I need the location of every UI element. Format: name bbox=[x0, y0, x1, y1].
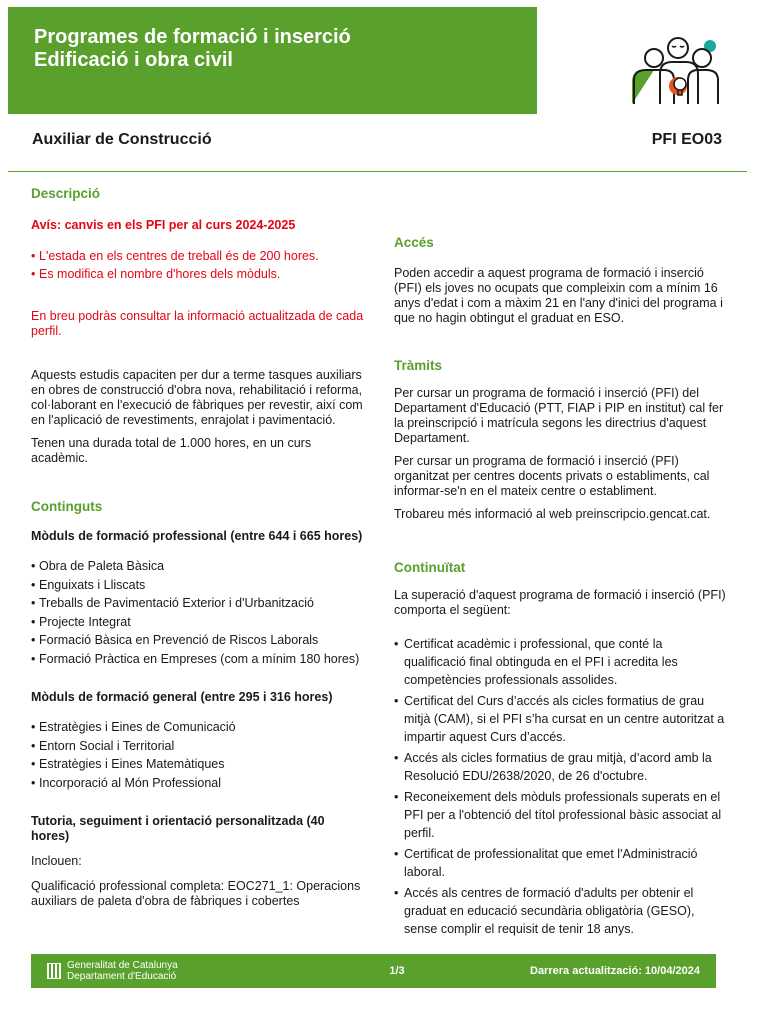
text-line: Per cursar un programa de formació i inserció (PFI) bbox=[394, 454, 679, 468]
text-line: Per cursar un programa de formació i inserció (PFI) del bbox=[394, 386, 699, 400]
gencat-logo bbox=[47, 960, 367, 982]
qualification-text bbox=[31, 879, 376, 909]
list-item bbox=[394, 884, 739, 938]
text-line: Aquests estudis capaciten per dur a terme tasques auxiliars bbox=[31, 368, 362, 382]
gencat-text bbox=[67, 960, 178, 982]
page-number: 1/3 bbox=[389, 965, 405, 977]
text-line: • Accés als centres de formació d'adults per obtenir el bbox=[404, 886, 694, 900]
inclouen-label: Inclouen: bbox=[31, 854, 82, 868]
text-line: sense complir el requisit de tenir 18 anys. bbox=[404, 922, 634, 936]
text-line: laboral. bbox=[404, 865, 445, 879]
section-title-continguts: Continguts bbox=[31, 499, 103, 514]
list-item: • Estratègies i Eines de Comunicació bbox=[31, 718, 376, 737]
text-line: Departament d'Educació (PTT, FIAP i PIP en institut) cal fer bbox=[394, 401, 724, 415]
text-line: En breu podràs consultar la informació actualitzada de cada bbox=[31, 309, 364, 323]
list-item bbox=[394, 788, 739, 842]
profile-name: Auxiliar de Construcció bbox=[32, 131, 212, 148]
list-item bbox=[394, 635, 739, 689]
list-item: • Estratègies i Eines Matemàtiques bbox=[31, 755, 376, 774]
text-line: PFI per a l'obtenció del títol professional bàsic associat al bbox=[404, 808, 722, 822]
text-line: col·laborant en l'execució de fàbriques per revestir, així com bbox=[31, 398, 363, 412]
text-line: la preinscripció i matrícula segons les directrius d'aquest bbox=[394, 416, 707, 430]
list-item bbox=[394, 749, 739, 785]
text-line: • Certificat de professionalitat que emet l'Administració bbox=[404, 847, 698, 861]
list-item: • Formació Bàsica en Prevenció de Riscos Laborals bbox=[31, 631, 376, 650]
acces-paragraph bbox=[394, 266, 739, 326]
text-line: La superació d'aquest programa de formació i inserció (PFI) bbox=[394, 588, 726, 602]
text-line: Tutoria, seguiment i orientació personalitzada (40 bbox=[31, 814, 325, 828]
text-line: en l'aplicació de revestiments, enrajolat i pavimentació. bbox=[31, 413, 336, 427]
continuitat-intro bbox=[394, 588, 739, 618]
gen-modules-heading: Mòduls de formació general (entre 295 i 316 hores) bbox=[31, 690, 333, 704]
duration-paragraph bbox=[31, 436, 376, 466]
list-item: • Projecte Integrat bbox=[31, 613, 376, 632]
department-name: Departament d'Educació bbox=[67, 971, 177, 982]
text-line: Resolució EDU/2638/2020, de 26 d'octubre. bbox=[404, 769, 648, 783]
text-line: • Reconeixement dels mòduls professionals superats en el bbox=[404, 790, 721, 804]
list-item bbox=[394, 845, 739, 881]
list-item: • Formació Pràctica en Empreses (com a mínim 180 hores) bbox=[31, 650, 376, 669]
tramits-paragraph-1 bbox=[394, 386, 739, 446]
text-line: competències professionals assolides. bbox=[404, 673, 618, 687]
text-line: Poden accedir a aquest programa de formació i inserció bbox=[394, 266, 704, 280]
list-item: • Entorn Social i Territorial bbox=[31, 737, 376, 756]
last-updated: Darrera actualització: 10/04/2024 bbox=[530, 965, 700, 977]
text-line: anys d'edat i com a màxim 21 en l'any d'inici del programa i bbox=[394, 296, 723, 310]
text-line: graduat en educació secundària obligatòria (GESO), bbox=[404, 904, 695, 918]
text-line: impartir aquest Curs d’accés. bbox=[404, 730, 566, 744]
text-line: (PFI) els joves no ocupats que compleixin com a mínim 16 bbox=[394, 281, 718, 295]
tutoria-heading bbox=[31, 814, 376, 844]
text-line: • Certificat del Curs d’accés als cicles formatius de grau bbox=[404, 694, 705, 708]
notice-note bbox=[31, 309, 376, 339]
tramits-paragraph-2 bbox=[394, 454, 739, 499]
tramits-paragraph-3: Trobareu més informació al web preinscripcio.gencat.cat. bbox=[394, 507, 711, 521]
list-item: • Enguixats i Lliscats bbox=[31, 576, 376, 595]
program-family: Edificació i obra civil bbox=[34, 49, 233, 71]
text-line: acadèmic. bbox=[31, 451, 88, 465]
text-line: Departament. bbox=[394, 431, 470, 445]
list-item: • Obra de Paleta Bàsica bbox=[31, 557, 376, 576]
list-item: • Es modifica el nombre d'hores dels mòduls. bbox=[31, 265, 376, 283]
footer-bar bbox=[31, 954, 716, 988]
text-line: en obres de construcció d'obra nova, rehabilitació i reforma, bbox=[31, 383, 363, 397]
gen-modules-list bbox=[31, 718, 376, 792]
list-item: • Treballs de Pavimentació Exterior i d'Urbanització bbox=[31, 594, 376, 613]
prof-modules-heading: Mòduls de formació professional (entre 644 i 665 hores) bbox=[31, 529, 363, 543]
text-line: perfil. bbox=[404, 826, 435, 840]
right-column bbox=[394, 235, 739, 941]
section-title-tramits: Tràmits bbox=[394, 358, 443, 373]
header-banner bbox=[8, 7, 537, 114]
section-title-acces: Accés bbox=[394, 235, 434, 250]
prof-modules-list bbox=[31, 557, 376, 668]
text-line: qualificació final obtinguda en el PFI i acredita les bbox=[404, 655, 678, 669]
notice-title: Avís: canvis en els PFI per al curs 2024-2025 bbox=[31, 218, 296, 232]
text-line: informar-se'n en el mateix centre o establiment. bbox=[394, 484, 657, 498]
text-line: Tenen una durada total de 1.000 hores, en un curs bbox=[31, 436, 312, 450]
continuitat-list bbox=[394, 635, 739, 938]
text-line: • Certificat acadèmic i professional, que conté la bbox=[404, 637, 663, 651]
text-line: Qualificació professional completa: EOC271_1: Operacions bbox=[31, 879, 361, 893]
text-line: comporta el següent: bbox=[394, 603, 511, 617]
description-paragraph bbox=[31, 368, 376, 428]
text-line: hores) bbox=[31, 829, 70, 843]
text-line: mitjà (CAM), si el PFI s’ha cursat en un centre autoritzat a bbox=[404, 712, 725, 726]
header-divider bbox=[8, 171, 747, 172]
notice-list bbox=[31, 247, 376, 283]
section-title-descripcio: Descripció bbox=[31, 186, 101, 201]
text-line: organitzat per centres docents privats o establiments, cal bbox=[394, 469, 710, 483]
list-item: • Incorporació al Món Professional bbox=[31, 774, 376, 793]
section-title-continuitat: Continuïtat bbox=[394, 560, 466, 575]
people-group-icon bbox=[626, 34, 722, 106]
gencat-emblem-icon bbox=[47, 963, 61, 979]
org-name: Generalitat de Catalunya bbox=[67, 960, 178, 971]
text-line: que no hagin obtingut el graduat en ESO. bbox=[394, 311, 625, 325]
profile-code: PFI EO03 bbox=[651, 131, 722, 148]
text-line: perfil. bbox=[31, 324, 62, 338]
text-line: • Accés als cicles formatius de grau mitjà, d’acord amb la bbox=[404, 751, 712, 765]
left-column bbox=[31, 186, 376, 909]
list-item: • L'estada en els centres de treball és de 200 hores. bbox=[31, 247, 376, 265]
program-title: Programes de formació i inserció bbox=[34, 26, 351, 48]
list-item bbox=[394, 692, 739, 746]
profile-header bbox=[32, 131, 722, 149]
text-line: auxiliars de paleta d'obra de fàbriques i cobertes bbox=[31, 894, 300, 908]
